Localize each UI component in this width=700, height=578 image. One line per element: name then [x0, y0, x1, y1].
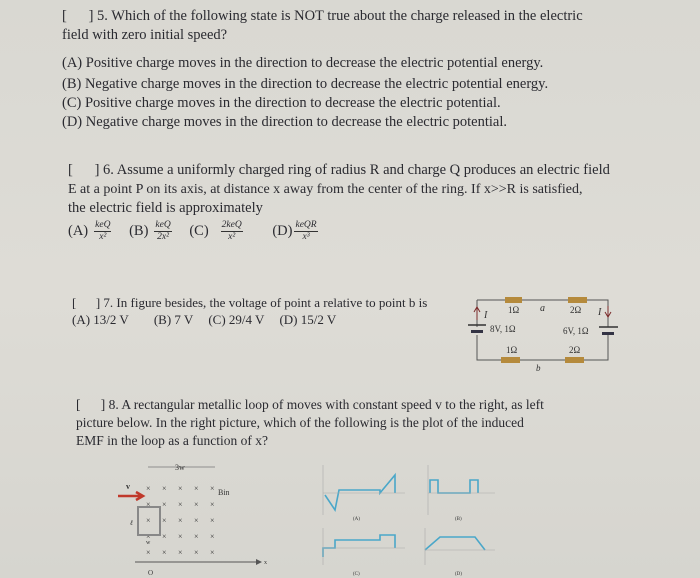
option-label: (C)	[189, 222, 209, 239]
option-label: (D)	[272, 222, 293, 239]
field-x-mark: ×	[178, 516, 183, 525]
field-x-mark: ×	[162, 500, 167, 509]
graph-d-curve	[425, 537, 485, 550]
graph-c-label[interactable]: (C)	[353, 572, 360, 577]
field-x-mark: ×	[178, 532, 183, 541]
answer-bracket[interactable]: [ ] 6.	[68, 162, 114, 178]
question-8	[76, 396, 636, 450]
velocity-arrow	[118, 492, 143, 500]
field-x-mark: ×	[162, 516, 167, 525]
field-x-mark: ×	[194, 500, 199, 509]
q6-option-d	[272, 220, 321, 242]
answer-bracket[interactable]: [ ] 7.	[72, 295, 114, 310]
q6-option-c	[189, 220, 246, 242]
label-b: b	[536, 363, 541, 373]
denominator: x²	[99, 232, 107, 242]
v-label: v	[126, 482, 130, 491]
q7-option-d: (D) 15/2 V	[279, 312, 337, 327]
graph-a-curve	[325, 475, 395, 510]
q7-option-a: (A) 13/2 V	[72, 312, 129, 327]
field-x-mark: ×	[162, 532, 167, 541]
label-a: a	[540, 303, 545, 314]
graph-d-label[interactable]: (D)	[455, 572, 462, 577]
field-x-mark: ×	[146, 548, 151, 557]
field-x-mark: ×	[146, 484, 151, 493]
field-x-mark: ×	[194, 516, 199, 525]
denominator: x³	[302, 232, 310, 242]
field-x-mark: ×	[210, 500, 215, 509]
b-label: Bin	[218, 488, 230, 497]
resistor-top-left	[505, 297, 522, 303]
answer-bracket[interactable]: [ ] 5.	[62, 8, 108, 24]
battery-right	[599, 327, 618, 335]
current-arrow-right	[605, 306, 611, 317]
graph-a-label[interactable]: (A)	[353, 517, 360, 522]
field-x-mark: ×	[162, 484, 167, 493]
option-label: (B)	[129, 222, 149, 239]
field-x-mark: ×	[178, 548, 183, 557]
field-x-mark: ×	[210, 548, 215, 557]
field-x-mark: ×	[162, 548, 167, 557]
q5-stem-1: Which of the following state is NOT true about the charge released in the electric	[111, 8, 583, 24]
q5-option-d: (D) Negative charge moves in the direction to decrease the electric potential.	[62, 114, 508, 130]
x-axis-label: x	[264, 560, 267, 566]
answer-bracket[interactable]: [ ] 8.	[76, 397, 119, 412]
numerator: 2keQ	[221, 220, 242, 230]
resistor-top-right	[568, 297, 587, 303]
q7-option-c: (C) 29/4 V	[208, 312, 265, 327]
q5-option-b: (B) Negative charge moves in the direction to decrease the electric potential energy.	[62, 76, 549, 92]
field-marks	[146, 484, 215, 557]
resistor-bottom-left	[501, 357, 520, 363]
q6-stem-1: Assume a uniformly charged ring of radius R and charge Q produces an electric field	[116, 162, 610, 178]
numerator: keQ	[95, 220, 111, 230]
numerator: keQR	[295, 220, 317, 230]
q5-stem-2: field with zero initial speed?	[62, 27, 228, 43]
field-x-mark: ×	[210, 516, 215, 525]
loop-figure	[100, 455, 280, 578]
denominator: x²	[228, 232, 236, 242]
label-current-left: I	[484, 310, 488, 321]
q6-stem-3: the electric field is approximately	[68, 200, 263, 216]
question-7	[72, 294, 427, 328]
label-r2: 2Ω	[570, 305, 582, 315]
field-x-mark: ×	[146, 500, 151, 509]
denominator: 2x²	[157, 232, 169, 242]
q5-option-a: (A) Positive charge moves in the direction to decrease the electric potential energy.	[62, 55, 544, 71]
field-x-mark: ×	[194, 532, 199, 541]
label-battery-right: 6V, 1Ω	[563, 326, 589, 336]
field-x-mark: ×	[210, 484, 215, 493]
q7-stem: In figure besides, the voltage of point a relative to point b is	[116, 295, 428, 310]
w-label: w	[146, 540, 151, 546]
resistor-bottom-right	[565, 357, 584, 363]
label-r1: 1Ω	[508, 305, 520, 315]
q7-option-b: (B) 7 V	[153, 312, 194, 327]
numerator: keQ	[155, 220, 171, 230]
q8-stem-1: A rectangular metallic loop of moves with constant speed v to the right, as left	[121, 397, 544, 412]
graph-b-curve	[430, 480, 478, 493]
field-x-mark: ×	[178, 500, 183, 509]
question-6	[68, 161, 688, 243]
field-x-mark: ×	[194, 484, 199, 493]
width-label: 3w	[175, 463, 185, 472]
origin-label: O	[148, 569, 154, 577]
field-x-mark: ×	[146, 516, 151, 525]
field-x-mark: ×	[146, 532, 151, 541]
field-x-mark: ×	[194, 548, 199, 557]
label-current-right: I	[598, 307, 602, 318]
q5-option-c: (C) Positive charge moves in the direction to decrease the electric potential.	[62, 95, 501, 111]
graph-b-label[interactable]: (B)	[455, 517, 462, 522]
q6-option-a	[68, 220, 115, 242]
l-label: ℓ	[130, 519, 133, 527]
label-r4: 2Ω	[569, 345, 581, 355]
q6-stem-2: E at a point P on its axis, at distance x away from the center of the ring. If x>>R is satisfied,	[68, 182, 583, 197]
option-label: (A)	[68, 222, 89, 239]
current-arrow-left	[474, 307, 480, 320]
emf-graphs	[315, 460, 505, 578]
label-battery-left: 8V, 1Ω	[490, 324, 516, 334]
field-x-mark: ×	[178, 484, 183, 493]
graph-c-curve	[323, 535, 395, 557]
field-x-mark: ×	[210, 532, 215, 541]
q8-stem-2: picture below. In the right picture, which of the following is the plot of the induced	[76, 415, 524, 430]
q6-option-b	[129, 220, 176, 242]
q8-stem-3: EMF in the loop as a function of x?	[76, 433, 268, 448]
circuit-diagram	[460, 280, 660, 380]
label-r3: 1Ω	[506, 345, 518, 355]
question-5	[62, 7, 682, 132]
